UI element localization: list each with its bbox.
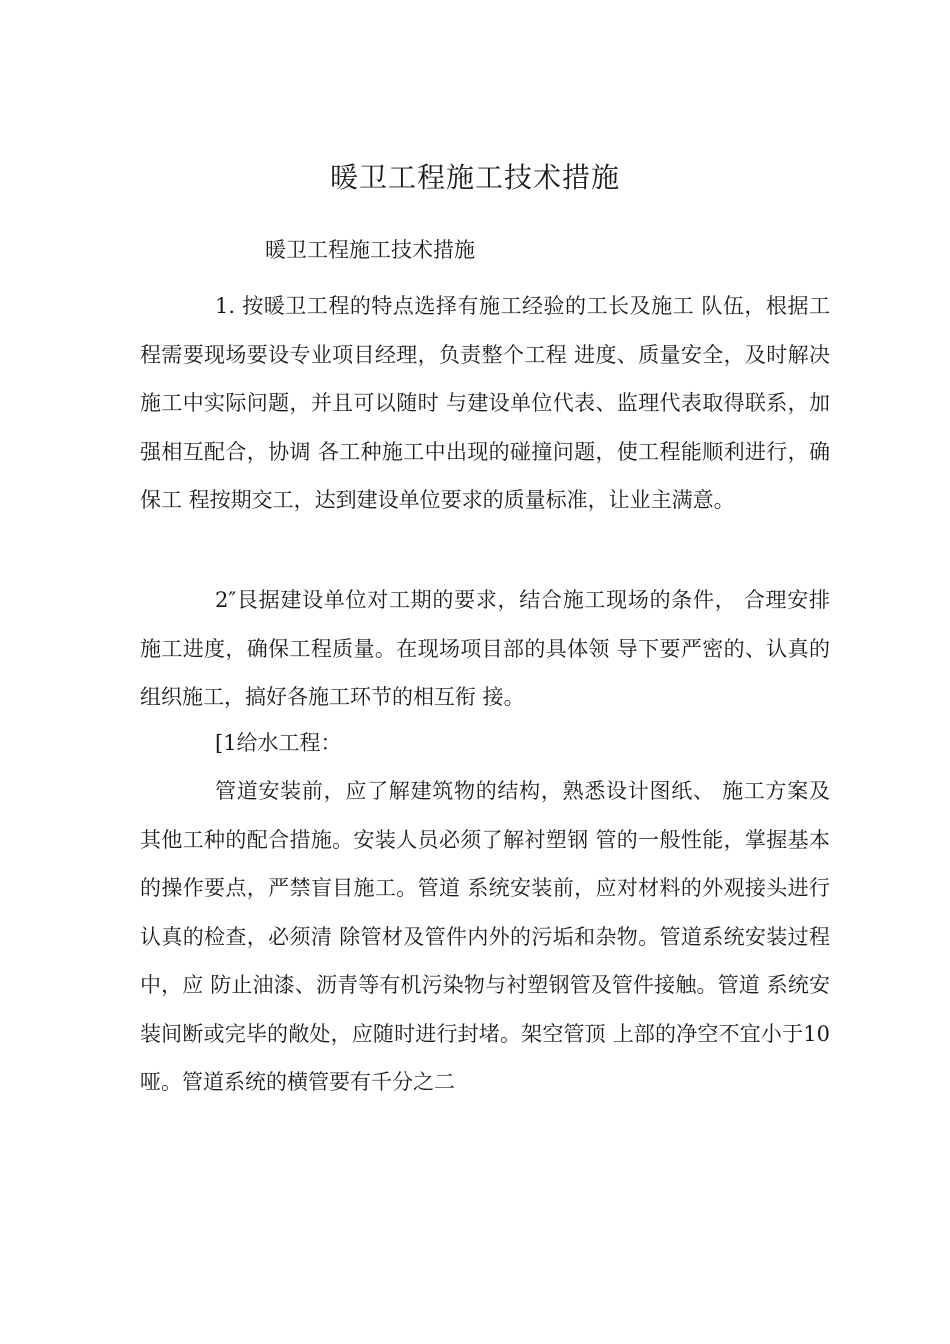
- paragraph-1: 1. 按暖卫工程的特点选择有施工经验的工长及施工 队伍，根据工程需要现场要设专业项目经理，负责整个工程 进度、质量安全，及时解决施工中实际问题，并且可以随时 与建设单位代表、监理代表取得联系，加强相互配合，协调 各工种施工中出现的碰撞问题，使工程能顺利进行，确保工 程按期交工，达到建设单位要求的质量标准，让业主满意。: [140, 294, 830, 512]
- document-title: 暖卫工程施工技术措施: [329, 161, 620, 194]
- section-heading-water-supply: [1给水工程：: [215, 731, 342, 755]
- paragraph-3: 管道安装前，应了解建筑物的结构，熟悉设计图纸、 施工方案及其他工种的配合措施。安装人员必须了解衬塑钢 管的一般性能，掌握基本的操作要点，严禁盲目施工。管道 系统安装前，应对材料的外观接头进行认真的检查，必须清 除管材及管件内外的污垢和杂物。管道系统安装过程中，应 防止油漆、沥青等有机污染物与衬塑钢管及管件接触。管道 系统安装间断或完毕的敞处，应随时进行封堵。架空管顶 上部的净空不宜小于10哑。管道系统的横管要有千分之二: [140, 779, 830, 1094]
- document-subtitle: 暖卫工程施工技术措施: [265, 238, 475, 262]
- paragraph-2: 2″艮据建设单位对工期的要求，结合施工现场的条件， 合理安排施工进度，确保工程质量。在现场项目部的具体领 导下要严密的、认真的组织施工，搞好各施工环节的相互衔 接。: [140, 588, 830, 709]
